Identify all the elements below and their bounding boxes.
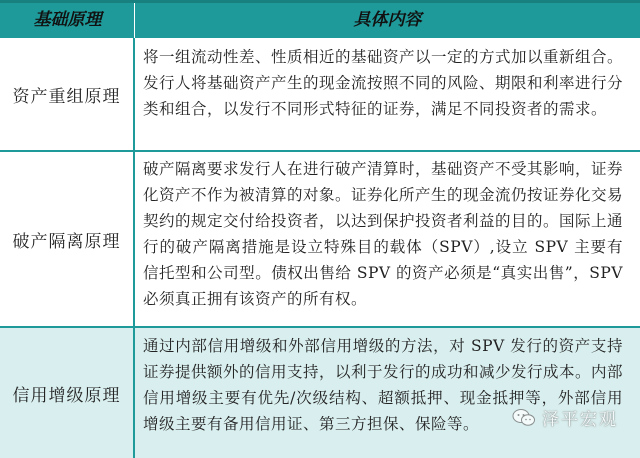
column-divider — [133, 328, 135, 458]
column-divider — [133, 152, 135, 326]
table-row — [0, 326, 640, 458]
row-content: 破产隔离要求发行人在进行破产清算时，基础资产不受其影响，证券化资产不作为被清算的对象。证券化所产生的现金流仍按证券化交易契约的规定交付给投资者，以达到保护投资者利益的目的。国际上通行的破产隔离措施是设立特殊目的载体（SPV）,设立 SPV 主要有信托型和公司型。债权出售给 SPV 的资产必须是“真实出售”，SPV 必须真正拥有该资产的所有权。 — [143, 160, 624, 308]
row-content: 通过内部信用增级和外部信用增级的方法，对 SPV 发行的资产支持证券提供额外的信用支持，以利于发行的成功和减少发行成本。内部信用增级主要有优先/次级结构、超额抵押、现金抵押等，外部信用增级主要有备用信用证、第三方担保、保险等。 — [143, 337, 624, 433]
row-principle: 资产重组原理 — [12, 86, 121, 107]
row-principle: 破产隔离原理 — [12, 231, 121, 252]
header-content: 具体内容 — [353, 10, 422, 30]
row-principle: 信用增级原理 — [12, 385, 121, 406]
column-divider — [133, 38, 135, 150]
table-header — [0, 0, 640, 38]
watermark — [512, 405, 618, 430]
watermark-text: 泽平宏观 — [542, 410, 618, 430]
wechat-icon — [512, 408, 536, 428]
row-content: 将一组流动性差、性质相近的基础资产以一定的方式加以重新组合。发行人将基础资产产生的现金流按照不同的风险、期限和利率进行分类和组合，以发行不同形式特征的证券，满足不同投资者的需求。 — [143, 48, 624, 118]
table-row — [0, 38, 640, 150]
header-principle: 基础原理 — [33, 10, 102, 30]
table-row — [0, 150, 640, 326]
